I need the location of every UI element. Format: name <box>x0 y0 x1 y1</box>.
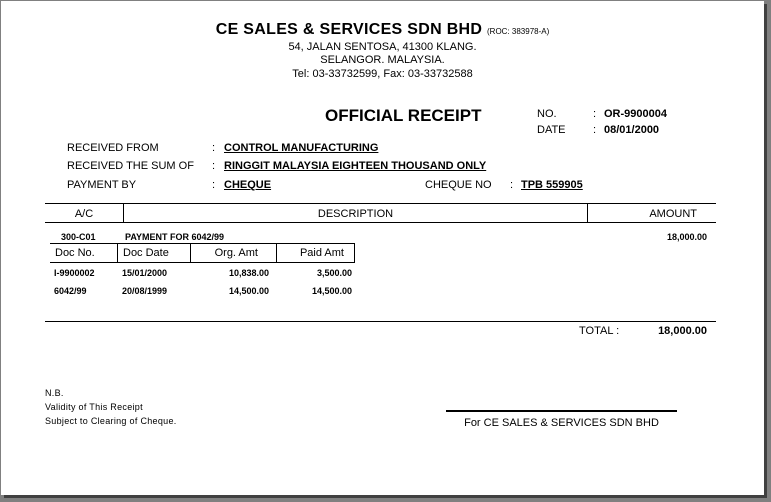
receipt-page <box>1 1 764 495</box>
receipt-date-label: DATE <box>537 124 566 136</box>
subtable-row2-org-amt: 14,500.00 <box>228 286 269 296</box>
company-name: CE SALES & SERVICES SDN BHD <box>215 21 483 38</box>
subtable-header-paid-amt: Paid Amt <box>299 247 344 259</box>
subtable-row2-paid-amt: 14,500.00 <box>311 286 352 296</box>
table-header-bottom-border <box>45 222 716 223</box>
received-sum-colon: : <box>212 160 216 172</box>
signature-label: For CE SALES & SERVICES SDN BHD <box>464 417 659 429</box>
notes-nb: N.B. <box>45 388 64 398</box>
subtable-header-bottom-border <box>50 262 355 263</box>
table-header-ac: A/C <box>74 208 94 220</box>
subtable-header-doc-no: Doc No. <box>55 247 95 259</box>
receipt-no-label: NO. <box>537 108 557 120</box>
table-header-amount: AMOUNT <box>649 208 697 220</box>
received-from-label: RECEIVED FROM <box>67 142 159 154</box>
company-address-line2: SELANGOR. MALAYSIA. <box>320 54 445 66</box>
subtable-row1-doc-no: I-9900002 <box>54 268 95 278</box>
notes-line2: Subject to Clearing of Cheque. <box>45 416 177 426</box>
total-value: 18,000.00 <box>658 325 707 337</box>
line-item-amount: 18,000.00 <box>666 232 707 242</box>
subtable-row1-paid-amt: 3,500.00 <box>316 268 352 278</box>
subtable-row1-org-amt: 10,838.00 <box>228 268 269 278</box>
line-item-description: PAYMENT FOR 6042/99 <box>125 232 225 242</box>
company-roc: (ROC: 383978-A) <box>487 27 550 36</box>
cheque-no-label: CHEQUE NO <box>425 179 492 191</box>
subtable-divider <box>117 243 118 263</box>
signature-line <box>446 410 677 412</box>
received-from-colon: : <box>212 142 216 154</box>
cheque-no-value: TPB 559905 <box>521 179 583 191</box>
table-top-border <box>45 203 716 204</box>
company-contact: Tel: 03-33732599, Fax: 03-33732588 <box>292 68 473 80</box>
receipt-no-value: OR-9900004 <box>604 108 667 120</box>
payment-by-colon: : <box>212 179 216 191</box>
cheque-no-colon: : <box>510 179 514 191</box>
line-item-ac: 300-C01 <box>61 232 96 242</box>
subtable-header-org-amt: Org. Amt <box>214 247 258 259</box>
subtable-header-doc-date: Doc Date <box>123 247 169 259</box>
received-sum-value: RINGGIT MALAYSIA EIGHTEEN THOUSAND ONLY <box>224 160 487 172</box>
subtable-divider <box>354 243 355 263</box>
total-divider <box>45 321 716 322</box>
payment-by-label: PAYMENT BY <box>67 179 137 191</box>
company-address-line1: 54, JALAN SENTOSA, 41300 KLANG. <box>288 41 477 53</box>
received-sum-label: RECEIVED THE SUM OF <box>67 160 194 172</box>
total-label: TOTAL : <box>579 325 620 337</box>
receipt-title: OFFICIAL RECEIPT <box>325 106 482 125</box>
subtable-row2-doc-no: 6042/99 <box>54 286 87 296</box>
receipt-date-value: 08/01/2000 <box>604 124 660 136</box>
subtable-top-border <box>50 243 355 244</box>
company-header <box>1 21 764 39</box>
receipt-date-colon: : <box>593 124 597 136</box>
payment-by-value: CHEQUE <box>224 179 272 191</box>
received-from-value: CONTROL MANUFACTURING <box>224 142 379 154</box>
notes-line1: Validity of This Receipt <box>45 402 143 412</box>
subtable-row1-doc-date: 15/01/2000 <box>122 268 168 278</box>
table-header-description: DESCRIPTION <box>317 208 394 220</box>
subtable-row2-doc-date: 20/08/1999 <box>122 286 168 296</box>
receipt-no-colon: : <box>593 108 597 120</box>
